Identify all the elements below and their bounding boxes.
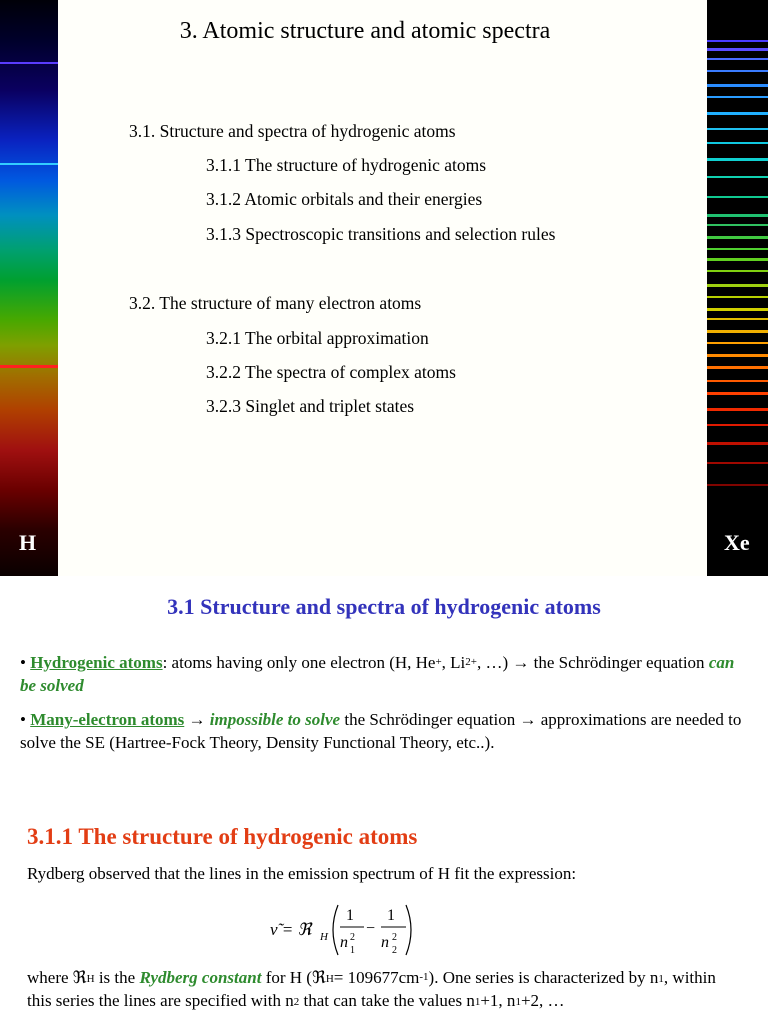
subsection-title: 3.1.1 The structure of hydrogenic atoms <box>27 824 418 849</box>
bullet-many-electron-atoms: • Many-electron atoms → impossible to solve the Schrödinger equation → approximations are needed to solve the SE (Hartree-Fock Theory, Density Functional Theory, etc..). <box>20 710 742 752</box>
formula-denominator-1: n <box>340 934 348 951</box>
formula-lhs: ν̃ = ℜ <box>270 920 312 939</box>
toc-item: 3.2.1 The orbital approximation <box>206 328 429 348</box>
toc-item: 3.1. Structure and spectra of hydrogenic atoms <box>129 121 456 141</box>
right-paren-icon <box>406 905 411 955</box>
spectrum-label-h: H <box>19 530 37 555</box>
emphasis-can-be-solved: can be solved <box>20 653 735 695</box>
formula-numerator-1: 1 <box>346 907 354 924</box>
bullet-mark: • <box>20 710 26 729</box>
formula-denominator-2: n <box>381 934 389 951</box>
emphasis-impossible-to-solve: impossible to solve <box>209 710 341 729</box>
spectrum-label-xe: Xe <box>724 530 750 555</box>
toc-item: 3.2. The structure of many electron atoms <box>129 293 422 313</box>
rydberg-explanation: where ℜ$_H$ is the Rydberg constant for H (ℜ$_H$= $109677cm^{-1}$). One series is characterized by $n_1$, within this series the lines are specified with $n_2$ that can take the values $n_1+1$, $n_1+2$, … <box>27 968 716 1010</box>
toc-item: 3.1.2 Atomic orbitals and their energies <box>206 189 483 209</box>
emphasis-rydberg-constant: Rydberg constant <box>139 968 262 987</box>
toc-item: 3.2.3 Singlet and triplet states <box>206 396 415 416</box>
toc-item: 3.2.2 The spectra of complex atoms <box>206 362 456 382</box>
formula-minus: − <box>366 920 376 937</box>
slide-title: 3. Atomic structure and atomic spectra <box>179 18 551 44</box>
term-hydrogenic-atoms: Hydrogenic atoms <box>30 653 163 672</box>
toc-item: 3.1.3 Spectroscopic transitions and selection rules <box>206 224 556 244</box>
xenon-spectrum-image <box>707 0 768 576</box>
formula-denominator-2-power: 2 <box>392 932 397 943</box>
bullet-mark: • <box>20 653 26 672</box>
bullet-hydrogenic-atoms: • Hydrogenic atoms: atoms having only one electron (H, He+, $Li^{2+}$, …) → the Schrödinger equation can be solved <box>20 653 735 695</box>
formula-lhs-subscript: H <box>320 931 328 943</box>
formula-denominator-2-index: 2 <box>392 945 397 956</box>
section-title: 3.1 Structure and spectra of hydrogenic atoms <box>167 594 601 619</box>
formula-numerator-2: 1 <box>387 907 395 924</box>
rydberg-intro: Rydberg observed that the lines in the emission spectrum of H fit the expression: <box>27 864 577 883</box>
formula-denominator-1-power: 2 <box>350 932 355 943</box>
left-paren-icon <box>333 905 338 955</box>
formula-denominator-1-index: 1 <box>350 945 355 956</box>
rydberg-formula <box>258 900 428 960</box>
toc-item: 3.1.1 The structure of hydrogenic atoms <box>206 155 487 175</box>
hydrogen-spectrum-image <box>0 0 58 576</box>
term-many-electron-atoms: Many-electron atoms <box>30 710 185 729</box>
